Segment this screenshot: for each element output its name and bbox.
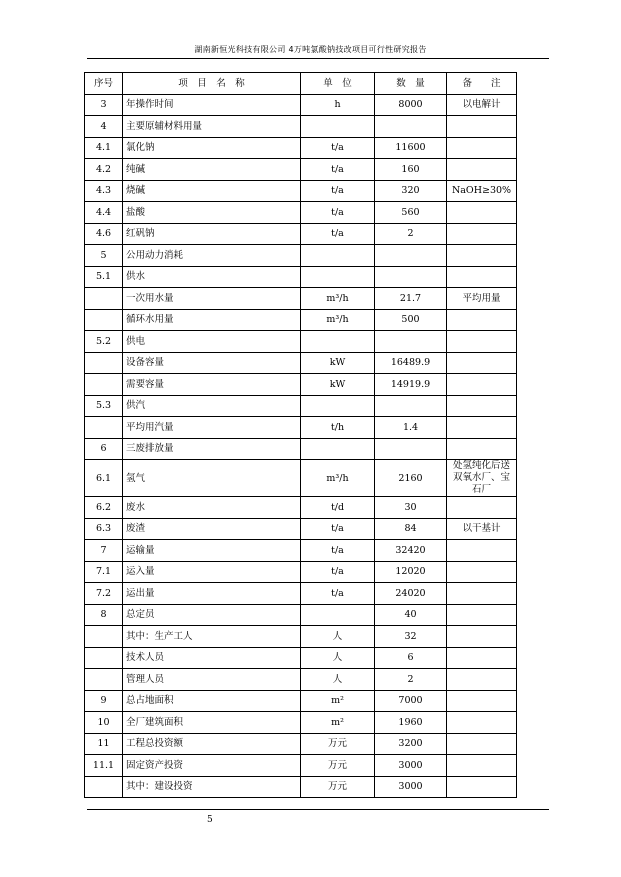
cell-number: 6.1 [85, 460, 123, 497]
cell-item-name: 纯碱 [123, 159, 301, 181]
cell-unit: 万元 [301, 776, 375, 798]
cell-quantity: 3000 [375, 776, 447, 798]
cell-note [447, 137, 517, 159]
cell-unit: 人 [301, 647, 375, 669]
table-row [85, 438, 517, 460]
cell-note [447, 755, 517, 777]
cell-unit: t/a [301, 202, 375, 224]
cell-note [447, 540, 517, 562]
table-header-row [85, 73, 517, 95]
cell-note [447, 223, 517, 245]
cell-quantity: 12020 [375, 561, 447, 583]
cell-item-name: 管理人员 [123, 669, 301, 691]
cell-number: 4 [85, 116, 123, 138]
cell-unit: t/a [301, 518, 375, 540]
cell-item-name: 工程总投资额 [123, 733, 301, 755]
cell-item-name: 技术人员 [123, 647, 301, 669]
cell-quantity: 32 [375, 626, 447, 648]
cell-unit: t/a [301, 159, 375, 181]
cell-item-name: 运入量 [123, 561, 301, 583]
cell-unit: t/a [301, 223, 375, 245]
cell-number: 9 [85, 690, 123, 712]
table-row [85, 690, 517, 712]
table-row [85, 116, 517, 138]
table-row [85, 460, 517, 497]
table-row [85, 755, 517, 777]
cell-number: 4.4 [85, 202, 123, 224]
cell-number: 8 [85, 604, 123, 626]
cell-unit: m² [301, 690, 375, 712]
cell-item-name: 氢气 [123, 460, 301, 497]
cell-quantity: 3200 [375, 733, 447, 755]
cell-quantity: 2160 [375, 460, 447, 497]
table-row [85, 561, 517, 583]
column-header-unit: 单 位 [301, 73, 375, 95]
cell-item-name: 盐酸 [123, 202, 301, 224]
table-row [85, 202, 517, 224]
cell-item-name: 运出量 [123, 583, 301, 605]
cell-unit [301, 266, 375, 288]
cell-number: 6.3 [85, 518, 123, 540]
cell-item-name: 三废排放量 [123, 438, 301, 460]
table-row [85, 180, 517, 202]
table-row [85, 540, 517, 562]
cell-unit: t/a [301, 180, 375, 202]
cell-number: 5 [85, 245, 123, 267]
cell-item-name: 其中：生产工人 [123, 626, 301, 648]
cell-note [447, 245, 517, 267]
cell-note [447, 669, 517, 691]
column-header-name: 项 目 名 称 [123, 73, 301, 95]
cell-note [447, 374, 517, 396]
cell-quantity: 1960 [375, 712, 447, 734]
cell-unit [301, 331, 375, 353]
cell-quantity: 2 [375, 669, 447, 691]
cell-item-name: 废水 [123, 497, 301, 519]
table-row [85, 712, 517, 734]
project-indicators-table [84, 72, 517, 798]
table-row [85, 309, 517, 331]
table-row [85, 604, 517, 626]
cell-number: 6.2 [85, 497, 123, 519]
cell-item-name: 供电 [123, 331, 301, 353]
column-header-no: 序号 [85, 73, 123, 95]
cell-item-name: 红矾钠 [123, 223, 301, 245]
cell-unit: m³/h [301, 288, 375, 310]
cell-unit: t/a [301, 540, 375, 562]
cell-quantity: 500 [375, 309, 447, 331]
cell-note [447, 309, 517, 331]
cell-note [447, 352, 517, 374]
cell-unit: h [301, 94, 375, 116]
table-row [85, 374, 517, 396]
cell-unit: 万元 [301, 755, 375, 777]
cell-quantity [375, 438, 447, 460]
table-row [85, 417, 517, 439]
cell-unit [301, 116, 375, 138]
cell-note [447, 266, 517, 288]
cell-quantity [375, 266, 447, 288]
cell-note [447, 395, 517, 417]
cell-quantity: 2 [375, 223, 447, 245]
cell-item-name: 总定员 [123, 604, 301, 626]
cell-note [447, 733, 517, 755]
cell-quantity: 24020 [375, 583, 447, 605]
cell-item-name: 废渣 [123, 518, 301, 540]
cell-item-name: 公用动力消耗 [123, 245, 301, 267]
cell-unit [301, 438, 375, 460]
table-row [85, 626, 517, 648]
cell-item-name: 烧碱 [123, 180, 301, 202]
table-row [85, 776, 517, 798]
cell-item-name: 总占地面积 [123, 690, 301, 712]
table-row [85, 647, 517, 669]
cell-number [85, 309, 123, 331]
cell-unit: t/h [301, 417, 375, 439]
cell-unit: t/a [301, 137, 375, 159]
table-body [85, 94, 517, 798]
cell-number: 5.3 [85, 395, 123, 417]
cell-item-name: 氯化钠 [123, 137, 301, 159]
table-row [85, 518, 517, 540]
cell-quantity: 8000 [375, 94, 447, 116]
cell-number: 4.1 [85, 137, 123, 159]
cell-quantity [375, 116, 447, 138]
cell-item-name: 循环水用量 [123, 309, 301, 331]
cell-number [85, 352, 123, 374]
cell-quantity: 6 [375, 647, 447, 669]
cell-unit: t/a [301, 561, 375, 583]
cell-note [447, 202, 517, 224]
cell-item-name: 运输量 [123, 540, 301, 562]
table-row [85, 137, 517, 159]
cell-number [85, 626, 123, 648]
footer-rule [87, 809, 549, 810]
cell-item-name: 其中：建设投资 [123, 776, 301, 798]
table-row [85, 288, 517, 310]
cell-quantity: 11600 [375, 137, 447, 159]
cell-number [85, 374, 123, 396]
cell-quantity [375, 395, 447, 417]
cell-number [85, 417, 123, 439]
column-header-note: 备 注 [447, 73, 517, 95]
cell-number: 11.1 [85, 755, 123, 777]
cell-note [447, 626, 517, 648]
document-header: 湖南新恒光科技有限公司 4万吨氯酸钠技改项目可行性研究报告 [194, 45, 427, 54]
cell-number: 7.2 [85, 583, 123, 605]
table-row [85, 733, 517, 755]
table-row [85, 669, 517, 691]
cell-note [447, 417, 517, 439]
cell-unit: m² [301, 712, 375, 734]
cell-quantity: 16489.9 [375, 352, 447, 374]
cell-item-name: 平均用汽量 [123, 417, 301, 439]
cell-unit [301, 395, 375, 417]
cell-number: 3 [85, 94, 123, 116]
cell-note: NaOH≥30% [447, 180, 517, 202]
cell-unit: kW [301, 352, 375, 374]
table-row [85, 94, 517, 116]
cell-number [85, 647, 123, 669]
cell-item-name: 供汽 [123, 395, 301, 417]
cell-unit: 人 [301, 626, 375, 648]
cell-number: 4.3 [85, 180, 123, 202]
cell-number [85, 669, 123, 691]
cell-note [447, 116, 517, 138]
cell-number: 7 [85, 540, 123, 562]
cell-note [447, 776, 517, 798]
cell-quantity: 320 [375, 180, 447, 202]
cell-unit: t/a [301, 583, 375, 605]
header-rule [87, 58, 549, 59]
cell-item-name: 固定资产投资 [123, 755, 301, 777]
cell-unit: kW [301, 374, 375, 396]
table-row [85, 266, 517, 288]
cell-number: 4.2 [85, 159, 123, 181]
cell-quantity: 40 [375, 604, 447, 626]
cell-note [447, 438, 517, 460]
cell-unit: m³/h [301, 460, 375, 497]
cell-item-name: 年操作时间 [123, 94, 301, 116]
cell-unit [301, 245, 375, 267]
cell-note [447, 712, 517, 734]
cell-number [85, 776, 123, 798]
table-row [85, 331, 517, 353]
cell-item-name: 需要容量 [123, 374, 301, 396]
cell-note [447, 604, 517, 626]
cell-number [85, 288, 123, 310]
cell-quantity: 160 [375, 159, 447, 181]
cell-note [447, 159, 517, 181]
cell-quantity: 560 [375, 202, 447, 224]
cell-number: 7.1 [85, 561, 123, 583]
cell-unit: t/d [301, 497, 375, 519]
table-row [85, 223, 517, 245]
cell-quantity: 21.7 [375, 288, 447, 310]
cell-note [447, 561, 517, 583]
cell-item-name: 全厂建筑面积 [123, 712, 301, 734]
cell-item-name: 供水 [123, 266, 301, 288]
cell-note [447, 583, 517, 605]
cell-note: 以电解计 [447, 94, 517, 116]
cell-quantity [375, 245, 447, 267]
cell-unit [301, 604, 375, 626]
cell-quantity: 30 [375, 497, 447, 519]
cell-number: 4.6 [85, 223, 123, 245]
column-header-quantity: 数 量 [375, 73, 447, 95]
cell-quantity: 14919.9 [375, 374, 447, 396]
cell-unit: 万元 [301, 733, 375, 755]
cell-note: 处氢纯化后送双氧水厂、宝石厂 [447, 460, 517, 497]
table-row [85, 159, 517, 181]
table-row [85, 245, 517, 267]
cell-note [447, 331, 517, 353]
cell-unit: 人 [301, 669, 375, 691]
cell-quantity: 3000 [375, 755, 447, 777]
table-row [85, 395, 517, 417]
cell-quantity [375, 331, 447, 353]
cell-quantity: 84 [375, 518, 447, 540]
cell-quantity: 32420 [375, 540, 447, 562]
cell-note: 以干基计 [447, 518, 517, 540]
table-row [85, 583, 517, 605]
cell-number: 10 [85, 712, 123, 734]
page-number: 5 [207, 815, 213, 825]
cell-number: 11 [85, 733, 123, 755]
table-row [85, 497, 517, 519]
cell-quantity: 1.4 [375, 417, 447, 439]
cell-item-name: 一次用水量 [123, 288, 301, 310]
cell-item-name: 设备容量 [123, 352, 301, 374]
cell-unit: m³/h [301, 309, 375, 331]
cell-note [447, 690, 517, 712]
cell-note [447, 647, 517, 669]
cell-number: 5.1 [85, 266, 123, 288]
cell-note [447, 497, 517, 519]
cell-quantity: 7000 [375, 690, 447, 712]
table-row [85, 352, 517, 374]
cell-note: 平均用量 [447, 288, 517, 310]
cell-number: 5.2 [85, 331, 123, 353]
cell-item-name: 主要原辅材料用量 [123, 116, 301, 138]
cell-number: 6 [85, 438, 123, 460]
